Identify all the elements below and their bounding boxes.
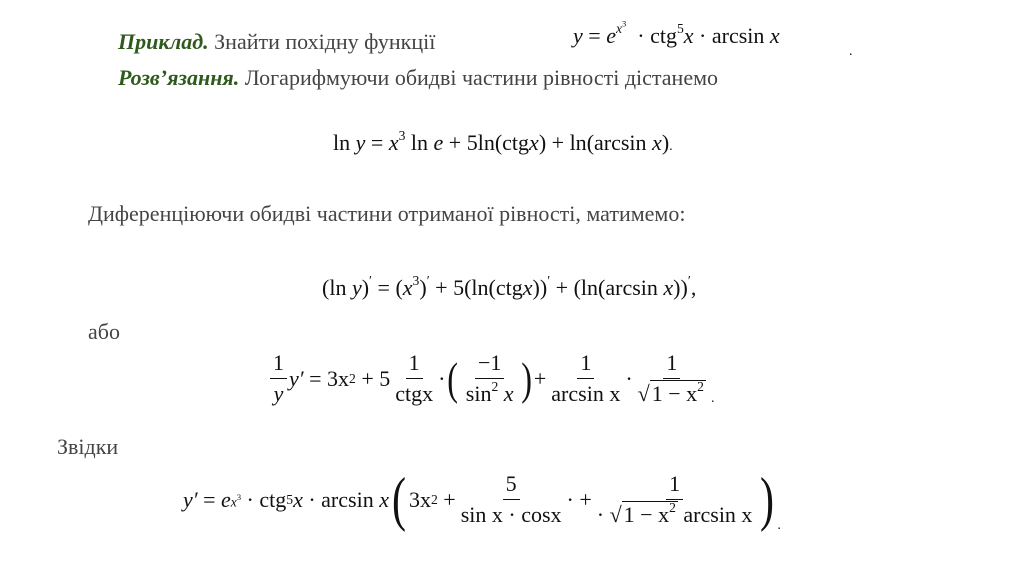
formula-y: y — [573, 23, 583, 48]
solution-text: Логарифмуючи обидві частини рівності дістанемо — [244, 65, 719, 90]
eq2-prime-4: ′ — [687, 272, 691, 288]
eq3-f2-x: x — [503, 381, 514, 406]
eq4-exp-x: x — [230, 494, 237, 510]
eq1-plus2: + — [551, 130, 565, 155]
formula-arcsin: arcsin — [711, 23, 765, 48]
eq2-prime-3: ′ — [547, 272, 551, 288]
eq3-f2-sin: sin — [465, 381, 492, 406]
eq3-f1-num: 1 — [406, 350, 423, 379]
eq3-frac-ctg — [392, 350, 436, 407]
eq3-frac-arcsin — [548, 350, 623, 407]
eq2-end: , — [690, 275, 697, 300]
eq3-3x: 3x — [327, 365, 349, 391]
eq3-f3-num: 1 — [577, 350, 594, 379]
eq3-end: . — [710, 391, 715, 406]
diff-text: Диференціюючи обидві частини отриманої рівності, матимемо: — [88, 201, 686, 226]
equation-log: $\ln y = x^3$ ln e + 5ln(ctgx) + ln(arcsin x). — [333, 127, 673, 155]
eq4-end: . — [777, 518, 781, 533]
eq4-plus2: + — [579, 486, 592, 512]
formula-ctg: ctg — [650, 23, 677, 48]
eq2-y: y — [351, 275, 362, 300]
eq1-ln2: ln — [477, 130, 495, 155]
eq4-plus1: + — [443, 486, 456, 512]
eq1-y: y — [355, 130, 366, 155]
eq2-ln: ln — [329, 275, 347, 300]
formula-e: e — [606, 23, 616, 48]
eq3-f3-den: arcsin x — [551, 381, 621, 406]
eq2-ln-ctg: ln — [471, 275, 489, 300]
eq4-arcsin-x: x — [379, 486, 389, 512]
eq4-arcsin: arcsin — [321, 486, 374, 512]
eq1-ctg: ctg — [502, 130, 530, 155]
equation-expanded: $\frac{1}{y}$ y′ = 3x 2 + 5 $\frac{1}{\text{ctgx}}$ · ( $\frac{-1}{\sin^2 x}$ ) + $\frac{1}{\text{arcsin x}}$ · $\frac{1}{√1 - x^2}$ . — [268, 350, 714, 407]
eq2-prime-1: ′ — [369, 272, 373, 288]
eq1-arcsin: arcsin — [594, 130, 647, 155]
eq1-ln: ln — [333, 130, 351, 155]
eq1-pow3: 3 — [398, 127, 406, 143]
eq2-prime-2: ′ — [426, 272, 430, 288]
example-formula: $y = e^{x^3} \cdot ctg^5x \cdot \arcsin x$ — [573, 18, 780, 48]
eq4-f2-num: 1 — [666, 471, 683, 500]
eq3-plus1: + — [361, 365, 374, 391]
eq1-ln3: ln — [569, 130, 587, 155]
formula-ctg-arg: x — [683, 23, 694, 48]
formula-ctg-pow: 5 — [676, 20, 684, 36]
eq4-exp-pow: 3 — [236, 491, 242, 502]
eq4-f2-tail: arcsin x — [683, 502, 753, 527]
eq4-ctg: ctg — [259, 486, 287, 512]
eq1-x: x — [388, 130, 399, 155]
eq4-frac-root: $\frac{1}{\cdot √1 - x^2 \arcsin x}$ — [596, 471, 753, 527]
eq2-plus2: + — [555, 275, 569, 300]
eq3-f4-root: 1 − x — [651, 381, 698, 406]
eq4-eq: = — [203, 486, 216, 512]
example-label: Приклад. — [118, 29, 209, 54]
or-text: або — [88, 319, 120, 344]
eq3-y: y — [273, 381, 284, 406]
eq1-ln-e: ln — [410, 130, 429, 155]
eq4-f2-pow: 2 — [669, 499, 676, 515]
equation-derivative: (ln $y)' = (x^3)'$ + 5(ln(ctgx))′ + (ln(arcsin x))′, — [322, 272, 697, 300]
eq1-arcsin-x: x — [652, 130, 662, 155]
eq1-eq: = — [370, 130, 384, 155]
eq3-yprime: y′ — [289, 365, 304, 391]
eq2-arcsin-x: x — [663, 275, 674, 300]
eq1-plus1: + — [448, 130, 462, 155]
eq4-frac-sincos — [458, 471, 565, 528]
eq2-ctg-x: x — [522, 275, 533, 300]
eq3-f2-pow: 2 — [491, 378, 499, 394]
eq1-e: e — [433, 130, 444, 155]
eq1-ctg-x: x — [529, 130, 539, 155]
eq1-five: 5 — [466, 130, 478, 155]
eq4-3x: 3x — [408, 486, 431, 512]
solution-label: Розв’язання. — [118, 65, 240, 90]
eq2-five: 5 — [453, 275, 465, 300]
example-text: Знайти похідну функції — [214, 29, 436, 54]
eq3-frac-root: $\frac{1}{√1 - x^2}$ — [637, 350, 704, 406]
example-line — [118, 29, 435, 55]
formula-exp-base: x — [615, 20, 623, 36]
eq4-ctg-x: x — [293, 486, 303, 512]
eq4-f2-root: 1 − x — [623, 502, 670, 527]
eq3-frac-1-over-y — [270, 350, 287, 407]
eq1-end: . — [669, 139, 673, 154]
eq2-x: x — [402, 275, 413, 300]
eq3-eq: = — [309, 365, 322, 391]
eq4-lhs: y′ — [183, 486, 198, 512]
formula-eq: = — [588, 23, 601, 48]
eq3-f4-pow: 2 — [697, 378, 704, 394]
eq2-plus1: + — [435, 275, 448, 300]
formula-arcsin-arg: x — [769, 23, 780, 48]
formula-exp-pow: 3 — [622, 18, 627, 29]
eq4-f1-den: sin x · cosx — [460, 502, 562, 527]
eq2-ctg: ctg — [495, 275, 523, 300]
eq3-frac-sin — [463, 350, 517, 407]
eq3-f2-num: −1 — [475, 350, 504, 379]
equation-result: y′ = e $x^3$ · ctg 5 x · arcsin x ( 3x 2 + $\frac{5}{\text{sin x · cosx}}$ · + $\frac{1}{\cdot √1 - x^2 \arcsin x}$ ) . — [183, 466, 781, 533]
eq3-f1-den: ctgx — [395, 381, 434, 406]
example-end-dot: . — [849, 44, 853, 59]
hence-text: Звідки — [57, 434, 119, 459]
eq3-plus2: + — [533, 365, 547, 391]
eq3-five: 5 — [379, 365, 391, 391]
eq2-eq: = — [377, 275, 390, 300]
solution-line — [118, 65, 718, 91]
eq2-arcsin: arcsin — [605, 275, 658, 300]
eq3-f4-num: 1 — [663, 350, 680, 379]
eq4-f1-num: 5 — [503, 471, 520, 500]
eq2-pow3: 3 — [412, 272, 420, 288]
eq3-one: 1 — [270, 350, 287, 379]
eq4-e: e — [221, 486, 231, 512]
eq2-ln-arc: ln — [580, 275, 599, 300]
